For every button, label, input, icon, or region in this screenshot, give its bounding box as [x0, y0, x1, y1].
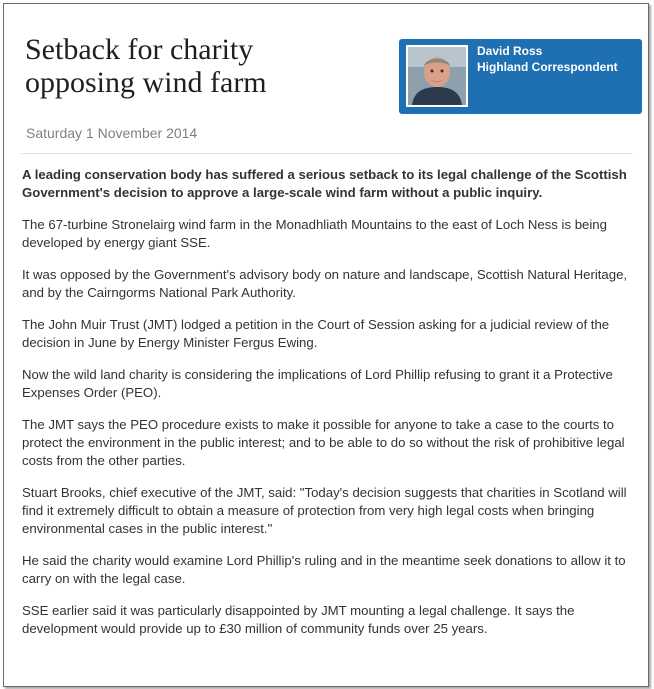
article-lead: A leading conservation body has suffered a serious setback to its legal challenge of the Scottish Government's decision to approve a large-scale wind farm without a public inquiry. [22, 167, 627, 200]
divider [21, 153, 633, 154]
article-paragraph: He said the charity would examine Lord Phillip's ruling and in the meantime seek donations to allow it to carry on with the legal case. [22, 553, 626, 586]
author-role: Highland Correspondent [477, 60, 618, 74]
article-paragraph: It was opposed by the Government's advisory body on nature and landscape, Scottish Natural Heritage, and by the Cairngorms National Park Authority. [22, 267, 628, 300]
author-portrait-icon [408, 47, 466, 105]
article-paragraph: The JMT says the PEO procedure exists to make it possible for anyone to take a case to the courts to protect the environment in the public interest; and to be able to do so without the risk of prohibitive legal costs from the other parties. [22, 417, 625, 468]
byline-card[interactable] [399, 39, 642, 114]
article-paragraph: SSE earlier said it was particularly disappointed by JMT mounting a legal challenge. It says the development would provide up to £30 million of community funds over 25 years. [22, 603, 575, 636]
article-paragraph: Stuart Brooks, chief executive of the JMT, said: "Today's decision suggests that charities in Scotland will find it extremely difficult to obtain a measure of protection from very high legal costs when bringing environmental cases in the public interest." [22, 485, 627, 536]
article-paragraph: The John Muir Trust (JMT) lodged a petition in the Court of Session asking for a judicial review of the decision in June by Energy Minister Fergus Ewing. [22, 317, 610, 350]
author-name[interactable]: David Ross [477, 44, 543, 58]
article-date: Saturday 1 November 2014 [26, 125, 198, 141]
article-paragraph: The 67-turbine Stronelairg wind farm in the Monadhliath Mountains to the east of Loch Ness is being developed by energy giant SSE. [22, 217, 607, 250]
article-headline: Setback for charity opposing wind farm [25, 33, 267, 99]
article-paragraph: Now the wild land charity is considering the implications of Lord Phillip refusing to grant it a Protective Expenses Order (PEO). [22, 367, 613, 400]
article-body [22, 166, 640, 652]
author-photo [406, 45, 468, 107]
